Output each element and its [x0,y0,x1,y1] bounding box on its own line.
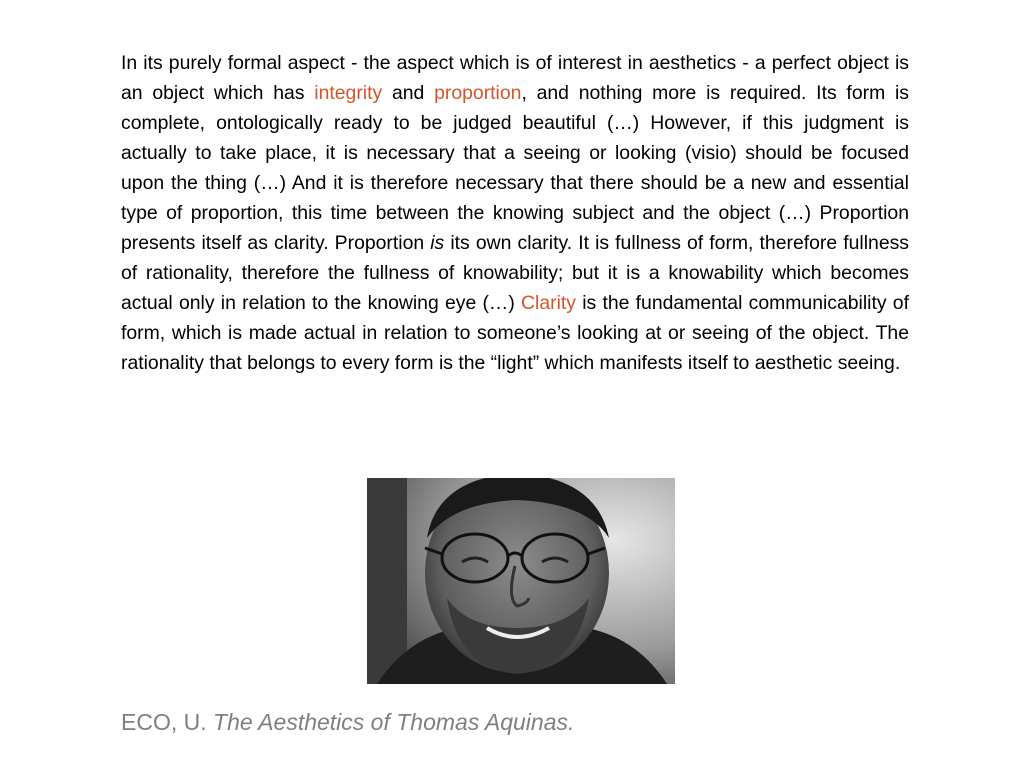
emphasis-is: is [430,232,445,254]
quote-text-part-4: its own clarity. It is fullness of form, therefore fullness of rationality, therefore the fullness of knowability; but it is a knowability which becomes actual only in relation to the knowing eye (…) [121,232,909,314]
quote-paragraph [121,48,909,378]
highlight-integrity: integrity [314,82,383,104]
quote-text-part-5: is the fundamental communicability of form, which is made actual in relation to someone’s looking at or seeing of the object. The rationality that belongs to every form is the “light” which manifests itself to aesthetic seeing. [121,292,909,374]
quote-text-part-1: In its purely formal aspect - the aspect which is of interest in aesthetics - a perfect object is an object which has [121,52,909,104]
citation-author: ECO, U. [121,709,214,735]
highlight-clarity: Clarity [521,292,576,314]
quote-text-part-3: , and nothing more is required. Its form is complete, ontologically ready to be judged beautiful (…) However, if this judgment is actually to take place, it is necessary that a seeing or looking (visio) should be focused upon the thing (…) And it is therefore necessary that there should be a new and essential type of proportion, this time between the knowing subject and the object (…) Proportion presents itself as clarity. Proportion [121,82,910,254]
portrait-image [367,478,675,684]
quote-text-part-2: and [382,82,435,104]
author-portrait-photo [367,478,675,684]
highlight-proportion: proportion [434,82,522,104]
citation-caption [121,706,574,738]
citation-title: The Aesthetics of Thomas Aquinas. [213,709,575,735]
